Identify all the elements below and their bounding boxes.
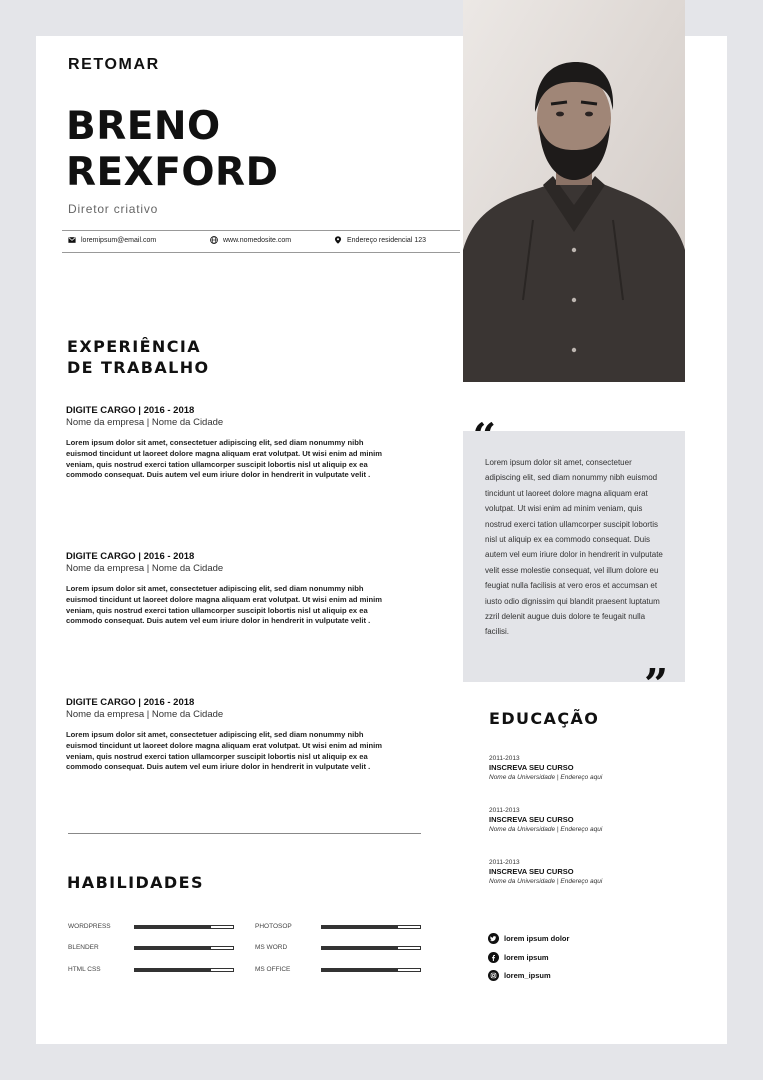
job-entry-3 [66, 697, 386, 773]
skill-bar [321, 925, 421, 929]
skill-bar [134, 925, 234, 929]
skill-name: PHOTOSOP [255, 923, 292, 930]
skills-title: HABILIDADES [67, 873, 204, 892]
education-title: EDUCAÇÃO [489, 709, 600, 728]
contact-address [334, 236, 426, 244]
education-university: Nome da Universidade | Endereço aqui [489, 774, 603, 781]
facebook-icon [488, 952, 499, 963]
resume-label: RETOMAR [68, 56, 160, 73]
skill-name: MS WORD [255, 944, 288, 951]
job-entry-2 [66, 551, 386, 627]
education-years: 2011-2013 [489, 807, 520, 814]
contact-divider-bottom [62, 252, 460, 253]
skill-ms-word [255, 944, 421, 951]
skill-name: MS OFFICE [255, 966, 291, 973]
twitter-handle: lorem ipsum dolor [504, 934, 570, 943]
resume-sheet [36, 36, 727, 1044]
education-entry-2 [489, 807, 602, 833]
job-description: Lorem ipsum dolor sit amet, consectetuer adipiscing elit, sed diam nonummy nibh euismod tincidunt ut laoreet dolore magna aliquam erat volutpat. Ut wisi enim ad minim veniam, quis nostrud exerci tation ullamcorper suscipit lobortis nisl ut aliquip ex ea commodo consequat. Duis autem vel eum iriure dolor in hendrerit in vulputate velit . [66, 438, 383, 480]
portrait-image [463, 0, 685, 382]
last-name: REXFORD [66, 150, 279, 195]
education-years: 2011-2013 [489, 859, 520, 866]
skill-bar [134, 968, 234, 972]
job-description: Lorem ipsum dolor sit amet, consectetuer adipiscing elit, sed diam nonummy nibh euismod tincidunt ut laoreet dolore magna aliquam erat volutpat. Ut wisi enim ad minim veniam, quis nostrud exerci tation ullamcorper suscipit lobortis nisl ut aliquip ex ea commodo consequat. Duis autem vel eum iriure dolor in hendrerit in vulputate velit . [66, 584, 383, 626]
education-university: Nome da Universidade | Endereço aqui [489, 826, 603, 833]
social-instagram[interactable] [488, 970, 551, 981]
skill-name: WORDPRESS [68, 923, 111, 930]
experience-title-line1: EXPERIÊNCIA [67, 337, 201, 356]
contact-website[interactable] [210, 236, 291, 244]
globe-icon [210, 236, 218, 244]
facebook-handle: lorem ipsum [504, 953, 549, 962]
job-title: DIGITE CARGO | 2016 - 2018 [66, 405, 195, 416]
skill-bar-fill [135, 926, 211, 928]
instagram-icon [488, 970, 499, 981]
skill-bar-fill [322, 947, 398, 949]
address-text: Endereço residencial 123 [347, 236, 426, 244]
job-title: DIGITE CARGO | 2016 - 2018 [66, 551, 195, 562]
social-facebook[interactable] [488, 952, 549, 963]
education-course: INSCREVA SEU CURSO [489, 763, 574, 772]
education-course: INSCREVA SEU CURSO [489, 867, 574, 876]
twitter-icon [488, 933, 499, 944]
job-company: Nome da empresa | Nome da Cidade [66, 709, 224, 720]
job-description: Lorem ipsum dolor sit amet, consectetuer adipiscing elit, sed diam nonummy nibh euismod tincidunt ut laoreet dolore magna aliquam erat volutpat. Ut wisi enim ad minim veniam, quis nostrud exerci tation ullamcorper suscipit lobortis nisl ut aliquip ex ea commodo consequat. Duis autem vel eum iriure dolor in hendrerit in vulputate velit . [66, 730, 383, 772]
skill-photoshop [255, 923, 421, 930]
person-name [66, 104, 278, 196]
experience-title-line2: DE TRABALHO [67, 358, 210, 377]
section-divider [68, 833, 421, 834]
close-quote-icon: ” [644, 660, 669, 709]
first-name: BRENO [66, 104, 221, 149]
instagram-handle: lorem_ipsum [504, 971, 551, 980]
education-entry-1 [489, 755, 602, 781]
website-text: www.nomedosite.com [223, 236, 292, 244]
skill-name: BLENDER [68, 944, 99, 951]
skill-bar-fill [135, 969, 211, 971]
education-years: 2011-2013 [489, 755, 520, 762]
email-text: loremipsum@email.com [81, 236, 157, 244]
location-pin-icon [334, 236, 342, 244]
mail-icon [68, 236, 76, 244]
quote-text: Lorem ipsum dolor sit amet, consectetuer adipiscing elit, sed diam nonummy nibh euismod tincidunt ut laoreet dolore magna aliquam erat volutpat. Ut wisi enim ad minim veniam, quis nostrud exerci tation ullamcorper suscipit lobortis nisl ut aliquip ex ea commodo consequat. Duis autem vel eum iriure dolor in hendrerit in vulputate velit esse molestie consequat, vel illum dolore eu feugiat nulla facilisis at vero eros et accumsan et iusto odio dignissim qui blandit praesent luptatum zzril delenit augue duis dolore te feugait nulla facilisi. [485, 458, 663, 637]
quote-box [463, 431, 685, 682]
social-twitter[interactable] [488, 933, 569, 944]
job-title: DIGITE CARGO | 2016 - 2018 [66, 697, 195, 708]
contact-divider-top [62, 230, 460, 231]
education-course: INSCREVA SEU CURSO [489, 815, 574, 824]
job-role: Diretor criativo [68, 202, 159, 216]
profile-photo [463, 0, 685, 382]
skill-bar [134, 946, 234, 950]
experience-title [67, 336, 210, 378]
education-entry-3 [489, 859, 602, 885]
skill-bar-fill [135, 947, 211, 949]
contact-email[interactable] [68, 236, 156, 244]
job-company: Nome da empresa | Nome da Cidade [66, 563, 224, 574]
skill-ms-office [255, 966, 421, 973]
skill-bar-fill [322, 926, 398, 928]
skill-html-css [68, 966, 234, 973]
skill-bar [321, 946, 421, 950]
skill-blender [68, 944, 234, 951]
skill-wordpress [68, 923, 234, 930]
job-company: Nome da empresa | Nome da Cidade [66, 417, 224, 428]
skill-bar-fill [322, 969, 398, 971]
skill-name: HTML CSS [68, 966, 101, 973]
job-entry-1 [66, 405, 386, 481]
education-university: Nome da Universidade | Endereço aqui [489, 878, 603, 885]
skill-bar [321, 968, 421, 972]
